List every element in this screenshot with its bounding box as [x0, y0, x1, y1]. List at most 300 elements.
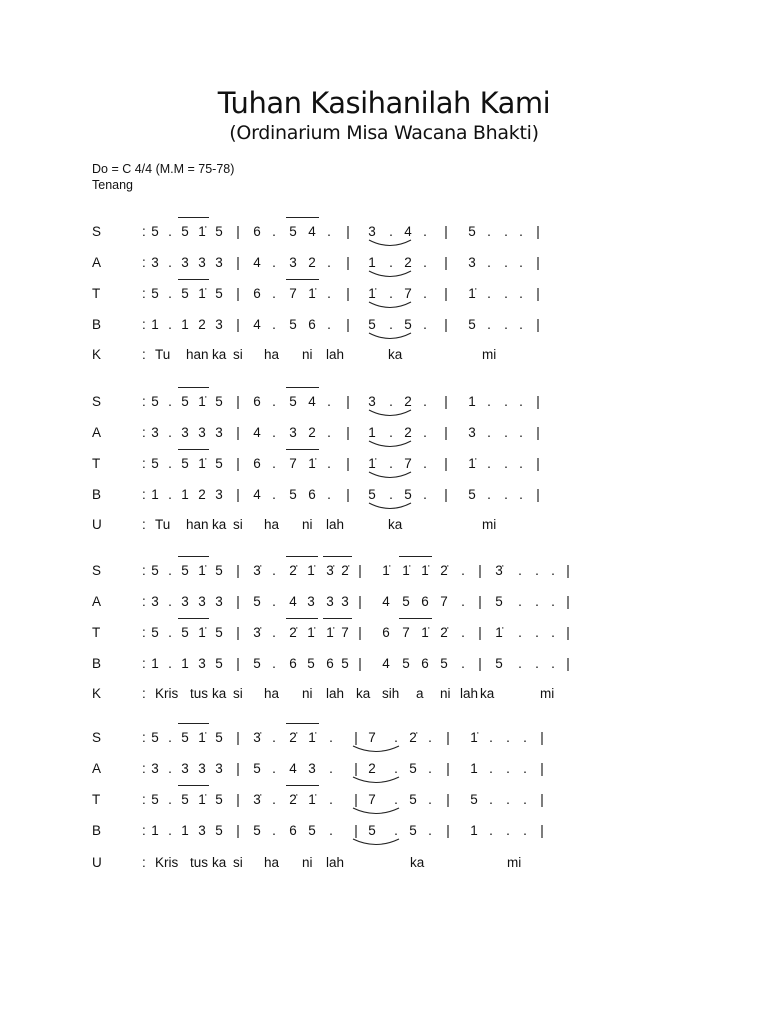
note: 1	[181, 823, 189, 838]
rest-dot: .	[487, 255, 491, 270]
colon: :	[142, 286, 146, 301]
lyric-syllable: ni	[302, 686, 313, 701]
barline: |	[354, 823, 358, 838]
rest-dot: .	[389, 255, 393, 270]
rest-dot: .	[551, 656, 555, 671]
barline: |	[358, 656, 362, 671]
note: 6	[289, 823, 297, 838]
note: 4	[308, 224, 316, 239]
barline: |	[346, 394, 350, 409]
note: 3	[198, 594, 206, 609]
note: 1̇	[198, 224, 206, 239]
beam-line	[178, 279, 209, 280]
note: 1̇	[308, 730, 316, 745]
colon: :	[142, 317, 146, 332]
colon: :	[142, 625, 146, 640]
note: 5	[253, 594, 261, 609]
barline: |	[536, 487, 540, 502]
lyric-syllable: ni	[440, 686, 451, 701]
rest-dot: .	[506, 730, 510, 745]
barline: |	[478, 656, 482, 671]
rest-dot: .	[168, 823, 172, 838]
lyric-syllable: lah	[326, 686, 345, 701]
rest-dot: .	[389, 317, 393, 332]
barline: |	[566, 625, 570, 640]
barline: |	[536, 224, 540, 239]
barline: |	[444, 394, 448, 409]
beam-line	[323, 556, 352, 557]
note: 3	[215, 255, 223, 270]
note: 3	[151, 594, 159, 609]
rest-dot: .	[519, 487, 523, 502]
note: 5	[409, 761, 417, 776]
barline: |	[236, 730, 240, 745]
rest-dot: .	[329, 823, 333, 838]
rest-dot: .	[519, 255, 523, 270]
rest-dot: .	[487, 456, 491, 471]
colon: :	[142, 594, 146, 609]
lyric-label: K	[92, 686, 102, 701]
colon: :	[142, 394, 146, 409]
rest-dot: .	[519, 456, 523, 471]
lyric-syllable: ka	[388, 347, 403, 362]
note: 3	[181, 594, 189, 609]
note: 5	[404, 317, 412, 332]
barline: |	[540, 761, 544, 776]
note: 2̇	[289, 563, 297, 578]
colon: :	[142, 855, 146, 870]
rest-dot: .	[389, 425, 393, 440]
note: 5	[307, 656, 315, 671]
rest-dot: .	[423, 255, 427, 270]
note: 1̇	[368, 286, 376, 301]
lyric-syllable: Tu	[155, 347, 171, 362]
note: 5	[253, 761, 261, 776]
note: 5	[402, 656, 410, 671]
lyric-syllable: si	[233, 686, 243, 701]
barline: |	[236, 625, 240, 640]
note: 4	[382, 594, 390, 609]
lyric-syllable: ka	[480, 686, 495, 701]
note: 2̇	[440, 563, 448, 578]
note: 3	[215, 487, 223, 502]
note: 2̇	[409, 730, 417, 745]
note: 1̇	[198, 792, 206, 807]
note: 3	[198, 656, 206, 671]
note: 1̇	[198, 730, 206, 745]
note: 1̇	[421, 625, 429, 640]
note: 7	[368, 792, 376, 807]
colon: :	[142, 487, 146, 502]
note: 5	[468, 487, 476, 502]
note: 3	[368, 394, 376, 409]
note: 5	[151, 792, 159, 807]
barline: |	[236, 255, 240, 270]
rest-dot: .	[518, 594, 522, 609]
colon: :	[142, 792, 146, 807]
rest-dot: .	[394, 792, 398, 807]
lyric-syllable: ka	[388, 517, 403, 532]
barline: |	[536, 255, 540, 270]
note: 1	[181, 656, 189, 671]
barline: |	[478, 563, 482, 578]
voice-label: S	[92, 730, 102, 745]
lyric-label: U	[92, 855, 102, 870]
rest-dot: .	[423, 487, 427, 502]
note: 5	[368, 487, 376, 502]
rest-dot: .	[518, 625, 522, 640]
barline: |	[358, 625, 362, 640]
barline: |	[446, 823, 450, 838]
rest-dot: .	[504, 255, 508, 270]
rest-dot: .	[394, 730, 398, 745]
rest-dot: .	[327, 394, 331, 409]
note: 2̇	[289, 625, 297, 640]
rest-dot: .	[168, 730, 172, 745]
note: 5	[308, 823, 316, 838]
rest-dot: .	[487, 317, 491, 332]
voice-label: A	[92, 255, 102, 270]
note: 1̇	[308, 792, 316, 807]
note: 5	[440, 656, 448, 671]
rest-dot: .	[327, 317, 331, 332]
rest-dot: .	[461, 594, 465, 609]
beam-line	[286, 449, 319, 450]
note: 3	[307, 594, 315, 609]
barline: |	[346, 456, 350, 471]
rest-dot: .	[461, 563, 465, 578]
note: 7	[289, 456, 297, 471]
note: 2	[198, 487, 206, 502]
barline: |	[236, 656, 240, 671]
note: 1	[368, 255, 376, 270]
note: 5	[181, 563, 189, 578]
colon: :	[142, 347, 146, 362]
rest-dot: .	[489, 730, 493, 745]
lyric-row	[0, 345, 768, 365]
note: 3̇	[253, 792, 261, 807]
rest-dot: .	[394, 823, 398, 838]
barline: |	[444, 224, 448, 239]
rest-dot: .	[504, 456, 508, 471]
rest-dot: .	[461, 656, 465, 671]
lyric-syllable: ni	[302, 517, 313, 532]
note: 3	[181, 255, 189, 270]
note: 3	[181, 425, 189, 440]
rest-dot: .	[329, 730, 333, 745]
barline: |	[346, 224, 350, 239]
rest-dot: .	[168, 792, 172, 807]
barline: |	[444, 487, 448, 502]
barline: |	[540, 792, 544, 807]
rest-dot: .	[535, 656, 539, 671]
note: 1̇	[470, 730, 478, 745]
note: 3	[151, 255, 159, 270]
note: 1̇	[198, 394, 206, 409]
beam-line	[178, 217, 209, 218]
colon: :	[142, 823, 146, 838]
rest-dot: .	[272, 656, 276, 671]
lyric-syllable: han	[186, 517, 209, 532]
rest-dot: .	[272, 317, 276, 332]
lyric-syllable: tus	[190, 686, 209, 701]
lyric-syllable: ka	[356, 686, 371, 701]
note: 6	[253, 394, 261, 409]
note: 1	[368, 425, 376, 440]
rest-dot: .	[272, 286, 276, 301]
beam-line	[286, 279, 319, 280]
rest-dot: .	[423, 394, 427, 409]
rest-dot: .	[487, 425, 491, 440]
note: 5	[470, 792, 478, 807]
note: 3	[289, 255, 297, 270]
song-subtitle: (Ordinarium Misa Wacana Bhakti)	[229, 122, 539, 144]
note: 5	[404, 487, 412, 502]
rest-dot: .	[506, 792, 510, 807]
rest-dot: .	[504, 224, 508, 239]
colon: :	[142, 517, 146, 532]
barline: |	[566, 563, 570, 578]
note: 5	[151, 394, 159, 409]
beam-line	[178, 556, 209, 557]
note: 1̇	[307, 563, 315, 578]
barline: |	[540, 730, 544, 745]
note: 3̇	[326, 563, 334, 578]
note: 4	[253, 255, 261, 270]
note: 1̇	[402, 563, 410, 578]
note: 4	[404, 224, 412, 239]
lyric-row	[0, 684, 768, 704]
note: 4	[253, 487, 261, 502]
note: 5	[151, 224, 159, 239]
rest-dot: .	[168, 761, 172, 776]
slur-mark	[352, 807, 400, 817]
voice-label: B	[92, 317, 102, 332]
rest-dot: .	[327, 255, 331, 270]
voice-label: B	[92, 487, 102, 502]
note: 1	[151, 656, 159, 671]
barline: |	[358, 594, 362, 609]
rest-dot: .	[327, 425, 331, 440]
rest-dot: .	[504, 425, 508, 440]
rest-dot: .	[423, 425, 427, 440]
note: 4	[253, 425, 261, 440]
lyric-syllable: lah	[326, 517, 345, 532]
note: 4	[253, 317, 261, 332]
note: 4	[308, 394, 316, 409]
voice-label: T	[92, 625, 101, 640]
note: 3	[215, 761, 223, 776]
barline: |	[444, 456, 448, 471]
note: 1	[151, 487, 159, 502]
colon: :	[142, 456, 146, 471]
note: 5	[289, 224, 297, 239]
note: 5	[368, 317, 376, 332]
note: 6	[253, 456, 261, 471]
note: 7	[440, 594, 448, 609]
note: 6	[253, 224, 261, 239]
note: 2	[308, 255, 316, 270]
slur-mark	[368, 270, 412, 280]
note: 5	[368, 823, 376, 838]
note: 7	[341, 625, 349, 640]
lyric-syllable: a	[416, 686, 424, 701]
barline: |	[566, 656, 570, 671]
rest-dot: .	[168, 594, 172, 609]
note: 1	[470, 823, 478, 838]
slur-mark	[368, 502, 412, 512]
note: 5	[289, 487, 297, 502]
rest-dot: .	[428, 761, 432, 776]
note: 5	[215, 656, 223, 671]
rest-dot: .	[489, 761, 493, 776]
note: 1̇	[308, 456, 316, 471]
rest-dot: .	[168, 255, 172, 270]
barline: |	[446, 730, 450, 745]
rest-dot: .	[519, 317, 523, 332]
voice-label: S	[92, 563, 102, 578]
note: 3	[215, 425, 223, 440]
barline: |	[236, 286, 240, 301]
beam-line	[178, 723, 209, 724]
note: 5	[215, 286, 223, 301]
rest-dot: .	[272, 792, 276, 807]
beam-line	[178, 387, 209, 388]
note: 6	[421, 656, 429, 671]
note: 3	[326, 594, 334, 609]
rest-dot: .	[272, 224, 276, 239]
note: 6	[253, 286, 261, 301]
rest-dot: .	[168, 456, 172, 471]
rest-dot: .	[535, 563, 539, 578]
note: 1̇	[382, 563, 390, 578]
note: 3	[468, 255, 476, 270]
note: 1	[470, 761, 478, 776]
voice-label: A	[92, 594, 102, 609]
barline: |	[236, 425, 240, 440]
note: 3̇	[253, 730, 261, 745]
barline: |	[540, 823, 544, 838]
lyric-label: K	[92, 347, 102, 362]
lyric-syllable: lah	[460, 686, 479, 701]
rest-dot: .	[423, 317, 427, 332]
lyric-label: U	[92, 517, 102, 532]
note: 3	[198, 255, 206, 270]
note: 1̇	[308, 286, 316, 301]
lyric-syllable: mi	[482, 347, 497, 362]
note: 5	[253, 823, 261, 838]
note: 1̇	[307, 625, 315, 640]
rest-dot: .	[506, 823, 510, 838]
barline: |	[346, 317, 350, 332]
note: 4	[382, 656, 390, 671]
rest-dot: .	[272, 394, 276, 409]
slur-mark	[368, 332, 412, 342]
barline: |	[536, 317, 540, 332]
barline: |	[354, 730, 358, 745]
rest-dot: .	[389, 286, 393, 301]
rest-dot: .	[523, 761, 527, 776]
barline: |	[236, 563, 240, 578]
barline: |	[354, 761, 358, 776]
note: 5	[495, 594, 503, 609]
note: 2̇	[440, 625, 448, 640]
barline: |	[346, 487, 350, 502]
note: 5	[215, 394, 223, 409]
note: 3	[151, 761, 159, 776]
lyric-row	[0, 515, 768, 535]
rest-dot: .	[461, 625, 465, 640]
note: 5	[409, 792, 417, 807]
note: 1	[468, 394, 476, 409]
note: 1	[181, 317, 189, 332]
barline: |	[566, 594, 570, 609]
note: 3	[151, 425, 159, 440]
slur-mark	[352, 745, 400, 755]
rest-dot: .	[327, 224, 331, 239]
lyric-syllable: ha	[264, 686, 280, 701]
slur-mark	[352, 776, 400, 786]
rest-dot: .	[423, 224, 427, 239]
barline: |	[536, 425, 540, 440]
rest-dot: .	[168, 656, 172, 671]
note: 7	[289, 286, 297, 301]
barline: |	[444, 425, 448, 440]
rest-dot: .	[535, 625, 539, 640]
note: 3	[289, 425, 297, 440]
voice-label: B	[92, 656, 102, 671]
rest-dot: .	[487, 394, 491, 409]
rest-dot: .	[519, 286, 523, 301]
barline: |	[236, 594, 240, 609]
colon: :	[142, 761, 146, 776]
rest-dot: .	[487, 487, 491, 502]
rest-dot: .	[428, 823, 432, 838]
note: 3̇	[253, 563, 261, 578]
lyric-syllable: han	[186, 347, 209, 362]
rest-dot: .	[504, 317, 508, 332]
lyric-syllable: ni	[302, 855, 313, 870]
note: 5	[151, 456, 159, 471]
note: 3	[198, 823, 206, 838]
note: 5	[181, 730, 189, 745]
note: 5	[215, 730, 223, 745]
note: 1	[151, 317, 159, 332]
note: 5	[468, 224, 476, 239]
rest-dot: .	[272, 255, 276, 270]
note: 5	[215, 823, 223, 838]
rest-dot: .	[523, 730, 527, 745]
note: 3	[198, 425, 206, 440]
barline: |	[236, 823, 240, 838]
rest-dot: .	[329, 761, 333, 776]
beam-line	[286, 723, 319, 724]
note: 2	[404, 425, 412, 440]
lyric-syllable: Kris	[155, 686, 179, 701]
lyric-syllable: mi	[507, 855, 522, 870]
note: 2	[404, 255, 412, 270]
slur-mark	[368, 471, 412, 481]
note: 1̇	[326, 625, 334, 640]
note: 5	[289, 317, 297, 332]
lyric-syllable: ka	[212, 347, 227, 362]
note: 5	[215, 224, 223, 239]
note: 5	[215, 563, 223, 578]
lyric-syllable: ka	[212, 686, 227, 701]
note: 5	[181, 456, 189, 471]
note: 5	[151, 730, 159, 745]
colon: :	[142, 686, 146, 701]
